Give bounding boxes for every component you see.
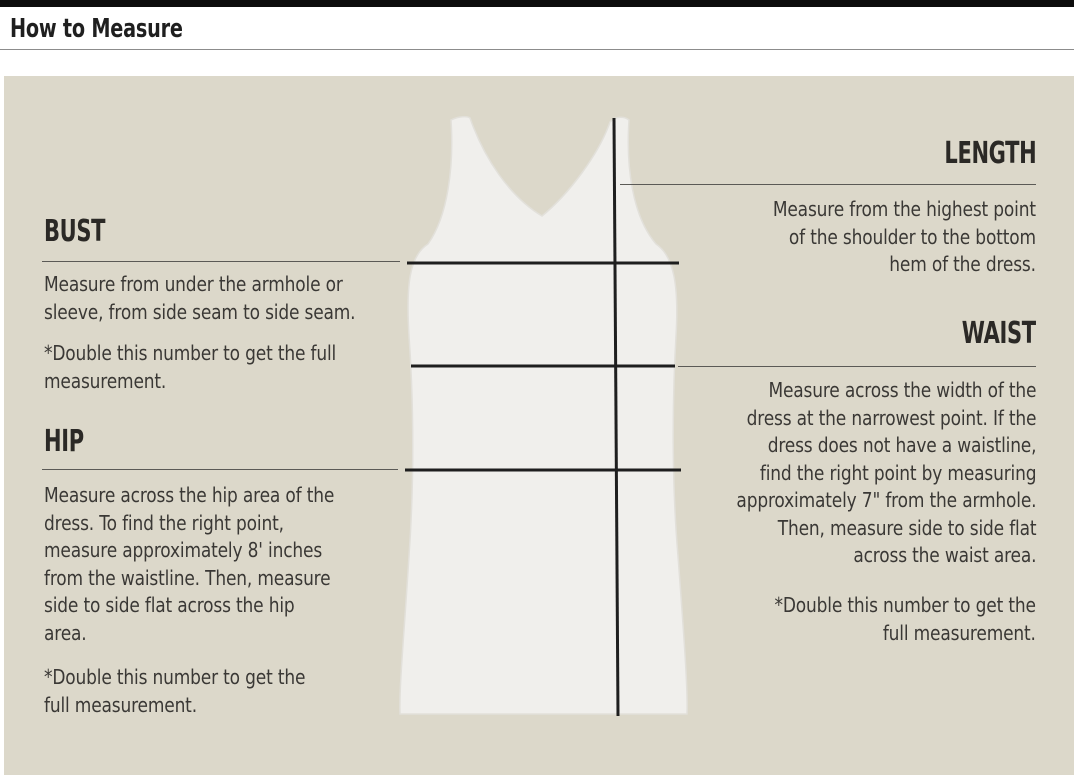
waist-heading: WAIST: [962, 316, 1036, 351]
bust-heading: BUST: [44, 214, 106, 249]
waist-note: *Double this number to get the full measurement.: [774, 593, 1036, 645]
waist-text: Measure across the width of the dress at the narrowest point. If the dress does not have a waistline, find the right point by measuring approximately 7" from the armhole. Then, measure side to side flat across the waist area.: [736, 378, 1036, 567]
length-rule: [620, 184, 1036, 185]
dress-shape: [400, 117, 687, 714]
waist-rule: [678, 366, 1036, 367]
page-title: How to Measure: [10, 14, 183, 44]
top-bar: [0, 0, 1074, 7]
bust-text: Measure from under the armhole or sleeve, from side seam to side seam.: [44, 272, 356, 324]
length-text: Measure from the highest point of the shoulder to the bottom hem of the dress.: [773, 197, 1036, 276]
hip-note: *Double this number to get the full measurement.: [44, 665, 306, 717]
title-divider: [0, 49, 1074, 50]
hip-text: Measure across the hip area of the dress. To find the right point, measure approximately 8' inches from the waistline. Then, measure side to side flat across the hip area.: [44, 483, 335, 645]
bust-note: *Double this number to get the full measurement.: [44, 341, 337, 393]
bust-rule: [42, 261, 400, 262]
hip-heading: HIP: [44, 424, 84, 459]
measure-panel: [4, 76, 1074, 775]
length-heading: LENGTH: [944, 136, 1036, 171]
hip-rule: [42, 469, 398, 470]
